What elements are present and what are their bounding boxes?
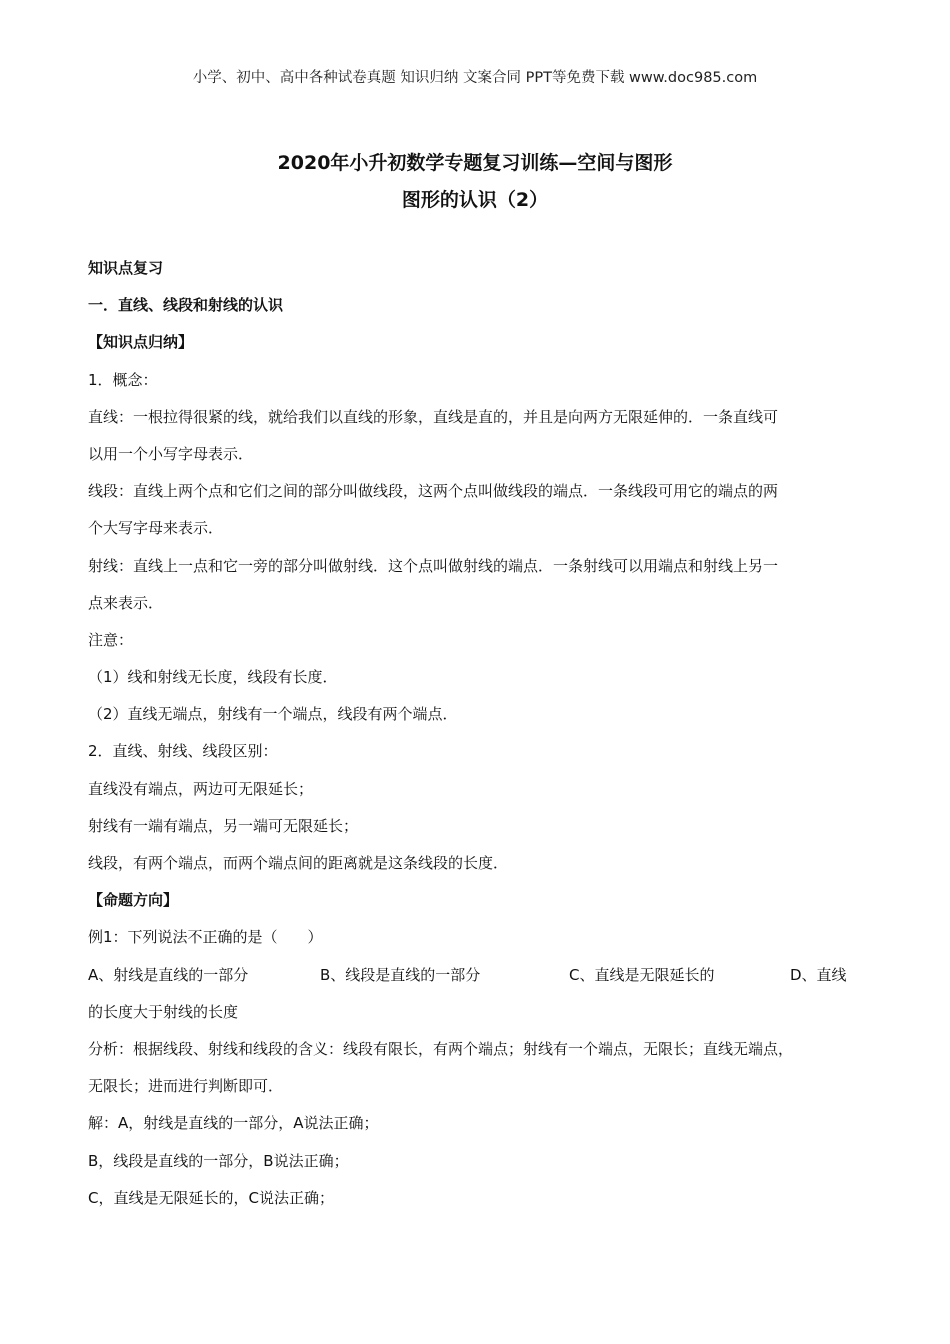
document-title: 2020年小升初数学专题复习训练—空间与图形 xyxy=(277,152,673,174)
option-d: D、直线 xyxy=(790,965,847,984)
text-line: 2．直线、射线、线段区别： xyxy=(88,742,278,761)
section-heading: 【知识点归纳】 xyxy=(88,333,194,352)
text-line: 注意： xyxy=(88,630,134,649)
text-line: 线段：直线上两个点和它们之间的部分叫做线段，这两个点叫做线段的端点．一条线段可用它的端点的两 xyxy=(88,482,779,501)
text-line: 例1：下列说法不正确的是（ ） xyxy=(88,928,323,947)
option-a: A、射线是直线的一部分 xyxy=(88,965,249,984)
section-heading: 知识点复习 xyxy=(88,259,164,277)
option-c: C、直线是无限延长的 xyxy=(569,965,715,984)
text-line: 无限长；进而进行判断即可． xyxy=(88,1077,284,1096)
option-b: B、线段是直线的一部分 xyxy=(320,965,481,984)
text-line: B，线段是直线的一部分，B说法正确； xyxy=(88,1151,349,1170)
text-line: （2）直线无端点，射线有一个端点，线段有两个端点． xyxy=(88,705,458,724)
document-subtitle: 图形的认识（2） xyxy=(401,189,549,211)
text-line: （1）线和射线无长度，线段有长度． xyxy=(88,668,338,687)
section-heading: 一．直线、线段和射线的认识 xyxy=(88,296,284,315)
text-line: 以用一个小写字母表示． xyxy=(88,444,254,463)
page-header: 小学、初中、高中各种试卷真题 知识归纳 文案合同 PPT等免费下载 www.doc985.com xyxy=(192,70,758,86)
text-line: 射线：直线上一点和它一旁的部分叫做射线．这个点叫做射线的端点．一条射线可以用端点和射线上另一 xyxy=(88,556,779,575)
text-line: 直线没有端点，两边可无限延长； xyxy=(88,779,314,798)
text-line: 射线有一端有端点，另一端可无限延长； xyxy=(88,816,359,835)
text-line: 点来表示． xyxy=(88,593,164,612)
text-line: C，直线是无限延长的，C说法正确； xyxy=(88,1188,334,1207)
text-line: 直线：一根拉得很紧的线，就给我们以直线的形象，直线是直的，并且是向两方无限延伸的．一条直线可 xyxy=(88,407,779,426)
answer-options xyxy=(88,963,878,1000)
text-line: 的长度大于射线的长度 xyxy=(88,1002,239,1021)
text-line: 解：A，射线是直线的一部分，A说法正确； xyxy=(88,1114,379,1133)
document-body xyxy=(88,256,878,1223)
text-line: 分析：根据线段、射线和线段的含义：线段有限长，有两个端点；射线有一个端点，无限长；直线无端点， xyxy=(88,1039,794,1058)
section-heading: 【命题方向】 xyxy=(88,891,179,910)
text-line: 个大写字母来表示． xyxy=(88,519,224,538)
text-line: 1．概念： xyxy=(88,370,158,389)
text-line: 线段，有两个端点，而两个端点间的距离就是这条线段的长度． xyxy=(88,854,509,872)
